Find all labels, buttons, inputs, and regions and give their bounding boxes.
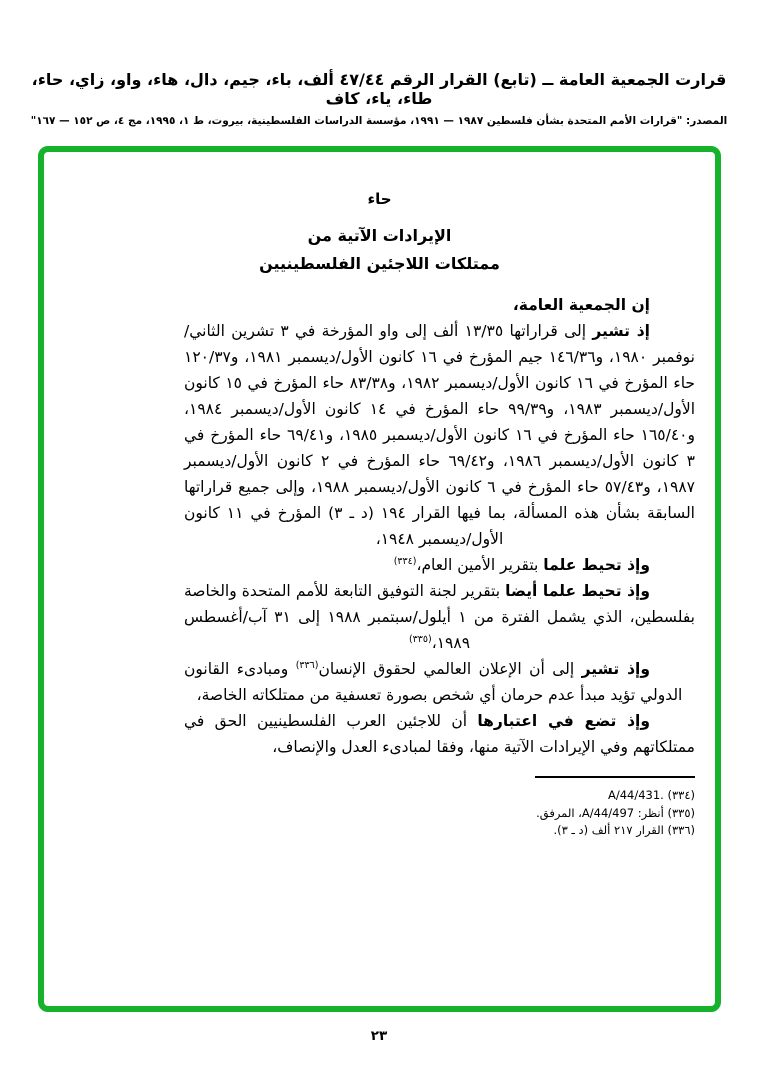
footnote-336-text: القرار ٢١٧ ألف (د ـ ٣). bbox=[553, 823, 664, 837]
paragraph-1-lead: إذ تشير bbox=[592, 322, 650, 340]
footnote-334-reference: A/44/431. bbox=[607, 788, 664, 802]
footnote-335-reference: A/44/497 bbox=[581, 805, 635, 820]
paragraph-4-text-a: إلى أن الإعلان العالمي لحقوق الإنسان bbox=[318, 660, 582, 678]
paragraph-2-lead: وإذ تحيط علما bbox=[543, 556, 650, 574]
paragraph-5-text: أن للاجئين العرب الفلسطينيين الحق في ممتلكاتهم وفي الإيرادات الآتية منها، وفقا لمبادىء العدل والإنصاف، bbox=[184, 712, 695, 756]
footnote-336 bbox=[184, 822, 695, 840]
paragraph-5 bbox=[184, 708, 695, 760]
paragraph-3-text: بتقرير لجنة التوفيق التابعة للأمم المتحدة والخاصة بفلسطين، الذي يشمل الفترة من ١ أيلول/سبتمبر ١٩٨٨ إلى ٣١ آب/أغسطس ١٩٨٩، bbox=[184, 582, 695, 652]
paragraph-5-lead: وإذ تضع في اعتبارها bbox=[477, 712, 651, 730]
paragraph-1-text: إلى قراراتها ١٣/٣٥ ألف إلى واو المؤرخة في ٣ تشرين الثاني/نوفمبر ١٩٨٠، و١٤٦/٣٦ جيم المؤرخ في ١٦ كانون الأول/ديسمبر ١٩٨١، و١٢٠/٣٧ حاء المؤرخ في ١٦ كانون الأول/ديسمبر ١٩٨٢، و٨٣/٣٨ حاء المؤرخ في ١٥ كانون الأول/ديسمبر ١٩٨٣، و٩٩/٣٩ حاء المؤرخ في ١٤ كانون الأول/ديسمبر ١٩٨٤، و١٦٥/٤٠ حاء المؤرخ في ١٦ كانون الأول/ديسمبر ١٩٨٥، و٦٩/٤١ حاء المؤرخ في ٣ كانون الأول/ديسمبر ١٩٨٦، و٦٩/٤٢ حاء المؤرخ في ٢ كانون الأول/ديسمبر ١٩٨٧، و٥٧/٤٣ حاء المؤرخ في ٦ كانون الأول/ديسمبر ١٩٨٨، وإلى جميع قراراتها السابقة بشأن هذه المسألة، بما فيها القرار ١٩٤ (د ـ ٣) المؤرخ في ١١ كانون الأول/ديسمبر ١٩٤٨، bbox=[184, 322, 695, 548]
document-title bbox=[44, 222, 715, 278]
paragraph-2-text: بتقرير الأمين العام، bbox=[416, 556, 544, 574]
document-body bbox=[44, 152, 715, 1006]
paragraph-4 bbox=[184, 656, 695, 708]
paragraph-3-lead: وإذ تحيط علما أيضا bbox=[505, 582, 651, 600]
title-line-2: ممتلكات اللاجئين الفلسطينيين bbox=[259, 254, 500, 273]
footnote-335-pre: أنظر: bbox=[634, 805, 664, 820]
page-number: ٢٣ bbox=[370, 1028, 388, 1044]
footnote-336-marker: (٣٣٦) bbox=[667, 823, 695, 837]
footnote-334 bbox=[184, 787, 695, 805]
paragraph-4-lead: وإذ تشير bbox=[581, 660, 650, 678]
paragraph-2 bbox=[184, 552, 695, 578]
footnote-335 bbox=[184, 805, 695, 823]
opening-line: إن الجمعية العامة، bbox=[512, 296, 650, 314]
title-line-1: الإيرادات الآتية من bbox=[307, 226, 452, 245]
footnote-divider bbox=[535, 776, 695, 778]
footnote-ref-335: (٣٣٥) bbox=[408, 633, 432, 645]
document-frame bbox=[38, 146, 721, 1012]
paragraph-3 bbox=[184, 578, 695, 656]
footnote-ref-334: (٣٣٤) bbox=[393, 555, 417, 567]
text-column bbox=[184, 292, 695, 840]
footnote-334-marker: (٣٣٤) bbox=[667, 788, 695, 802]
footnotes bbox=[184, 776, 695, 840]
footnote-ref-336: (٣٣٦) bbox=[295, 659, 319, 671]
page-header bbox=[20, 70, 738, 127]
paragraph-1 bbox=[184, 318, 695, 552]
footnote-335-marker: (٣٣٥) bbox=[667, 805, 695, 820]
header-title: قرارت الجمعية العامة ــ (تابع) القرار الرقم ٤٧/٤٤ ألف، باء، جيم، دال، هاء، واو، زاي، حاء، طاء، ياء، كاف bbox=[31, 70, 727, 108]
header-source: المصدر: "قرارات الأمم المتحدة بشأن فلسطين ١٩٨٧ — ١٩٩١، مؤسسة الدراسات الفلسطينية، بيروت، ط ١، ١٩٩٥، مج ٤، ص ١٥٢ — ١٦٧" bbox=[30, 115, 728, 127]
paragraph-4-text-b: ومبادىء القانون الدولي تؤيد مبدأ عدم حرمان أي شخص بصورة تعسفية من ممتلكاته الخاصة، bbox=[184, 660, 683, 704]
footnote-335-post: ، المرفق. bbox=[536, 805, 582, 820]
section-letter: حاء bbox=[367, 190, 392, 208]
